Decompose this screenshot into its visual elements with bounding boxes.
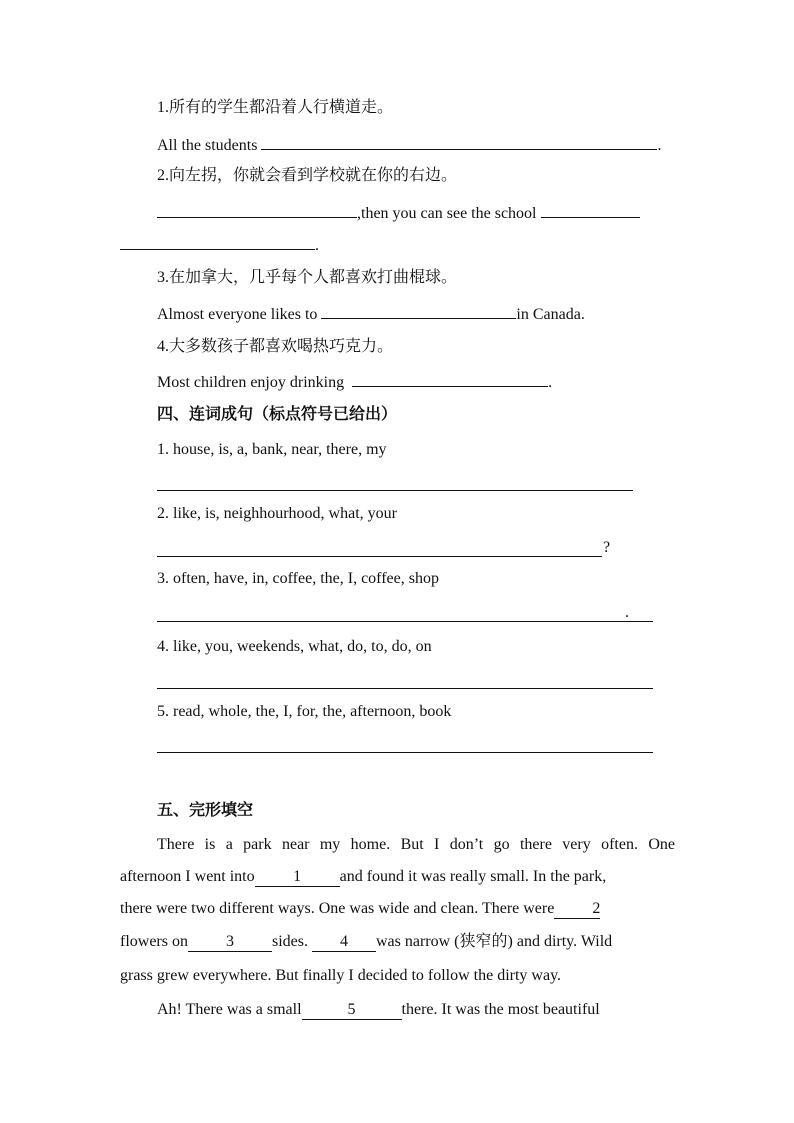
cloze-line-4a: flowers on xyxy=(120,933,188,950)
cloze-line-3a: there were two different ways. One was wide and clean. There were xyxy=(120,900,555,917)
section-4-title: 四、连词成句（标点符号已给出） xyxy=(157,404,398,423)
item-1-english xyxy=(157,134,661,156)
item-2-blank-c[interactable] xyxy=(120,234,315,250)
cloze-line-3 xyxy=(120,899,680,919)
item-3-english xyxy=(157,303,585,325)
reorder-answer-line-5[interactable] xyxy=(157,752,653,753)
section-5-title: 五、完形填空 xyxy=(157,800,254,819)
item-4-suffix: . xyxy=(548,374,553,391)
cloze-blank-4[interactable]: 4 xyxy=(312,933,376,952)
item-2-chinese: 2.向左拐，你就会看到学校就在你的右边。 xyxy=(157,167,458,184)
reorder-item-3-end: . xyxy=(625,604,629,621)
cloze-blank-1[interactable]: 1 xyxy=(255,868,340,887)
reorder-item-5: 5. read, whole, the, I, for, the, afternoon, book xyxy=(157,703,452,720)
cloze-line-6 xyxy=(157,1000,677,1020)
item-3-prefix: Almost everyone likes to xyxy=(157,306,318,323)
item-1-chinese: 1.所有的学生都沿着人行横道走。 xyxy=(157,99,394,116)
item-4-prefix: Most children enjoy drinking xyxy=(157,374,345,391)
item-4-blank[interactable] xyxy=(352,371,548,387)
reorder-answer-line-3[interactable] xyxy=(157,621,653,622)
item-2-blank-a[interactable] xyxy=(157,202,357,218)
cloze-line-4c: was narrow (狭窄的) and dirty. Wild xyxy=(375,933,613,950)
cloze-line-6a: Ah! There was a small xyxy=(157,1001,302,1018)
item-3-suffix: in Canada. xyxy=(516,306,585,323)
item-1-blank[interactable] xyxy=(261,134,657,150)
item-2-english xyxy=(157,202,640,224)
reorder-item-3: 3. often, have, in, coffee, the, I, coffee, shop xyxy=(157,570,439,587)
item-1-suffix: . xyxy=(657,137,662,154)
cloze-line-2b: and found it was really small. In the park, xyxy=(339,868,607,885)
cloze-blank-3[interactable]: 3 xyxy=(188,933,272,952)
reorder-answer-line-2[interactable] xyxy=(157,556,602,557)
cloze-line-2a: afternoon I went into xyxy=(120,868,255,885)
cloze-blank-5[interactable]: 5 xyxy=(302,1001,402,1020)
item-4-chinese: 4.大多数孩子都喜欢喝热巧克力。 xyxy=(157,338,394,355)
item-3-chinese: 3.在加拿大，几乎每个人都喜欢打曲棍球。 xyxy=(157,269,458,286)
item-2-mid: ,then you can see the school xyxy=(357,205,537,222)
item-1-prefix: All the students xyxy=(157,137,258,154)
item-4-english xyxy=(157,371,552,393)
cloze-line-6b: there. It was the most beautiful xyxy=(401,1001,600,1018)
cloze-line-4 xyxy=(120,932,680,952)
cloze-blank-2[interactable]: 2 xyxy=(554,900,600,919)
cloze-line-4b: sides. xyxy=(271,933,308,950)
item-2-continuation xyxy=(120,234,319,256)
item-2-end: . xyxy=(315,237,319,254)
cloze-line-2 xyxy=(120,867,675,887)
reorder-item-4: 4. like, you, weekends, what, do, to, do, on xyxy=(157,638,432,655)
cloze-line-5: grass grew everywhere. But finally I decided to follow the dirty way. xyxy=(120,967,562,984)
item-2-blank-b[interactable] xyxy=(541,202,640,218)
reorder-answer-line-1[interactable] xyxy=(157,490,633,491)
reorder-item-2: 2. like, is, neighhourhood, what, your xyxy=(157,505,397,522)
reorder-item-1: 1. house, is, a, bank, near, there, my xyxy=(157,441,387,458)
reorder-item-2-end: ? xyxy=(603,539,611,556)
item-3-blank[interactable] xyxy=(321,303,516,319)
reorder-answer-line-4[interactable] xyxy=(157,688,653,689)
cloze-line-1: There is a park near my home. But I don’t go there very often. One xyxy=(157,836,675,853)
